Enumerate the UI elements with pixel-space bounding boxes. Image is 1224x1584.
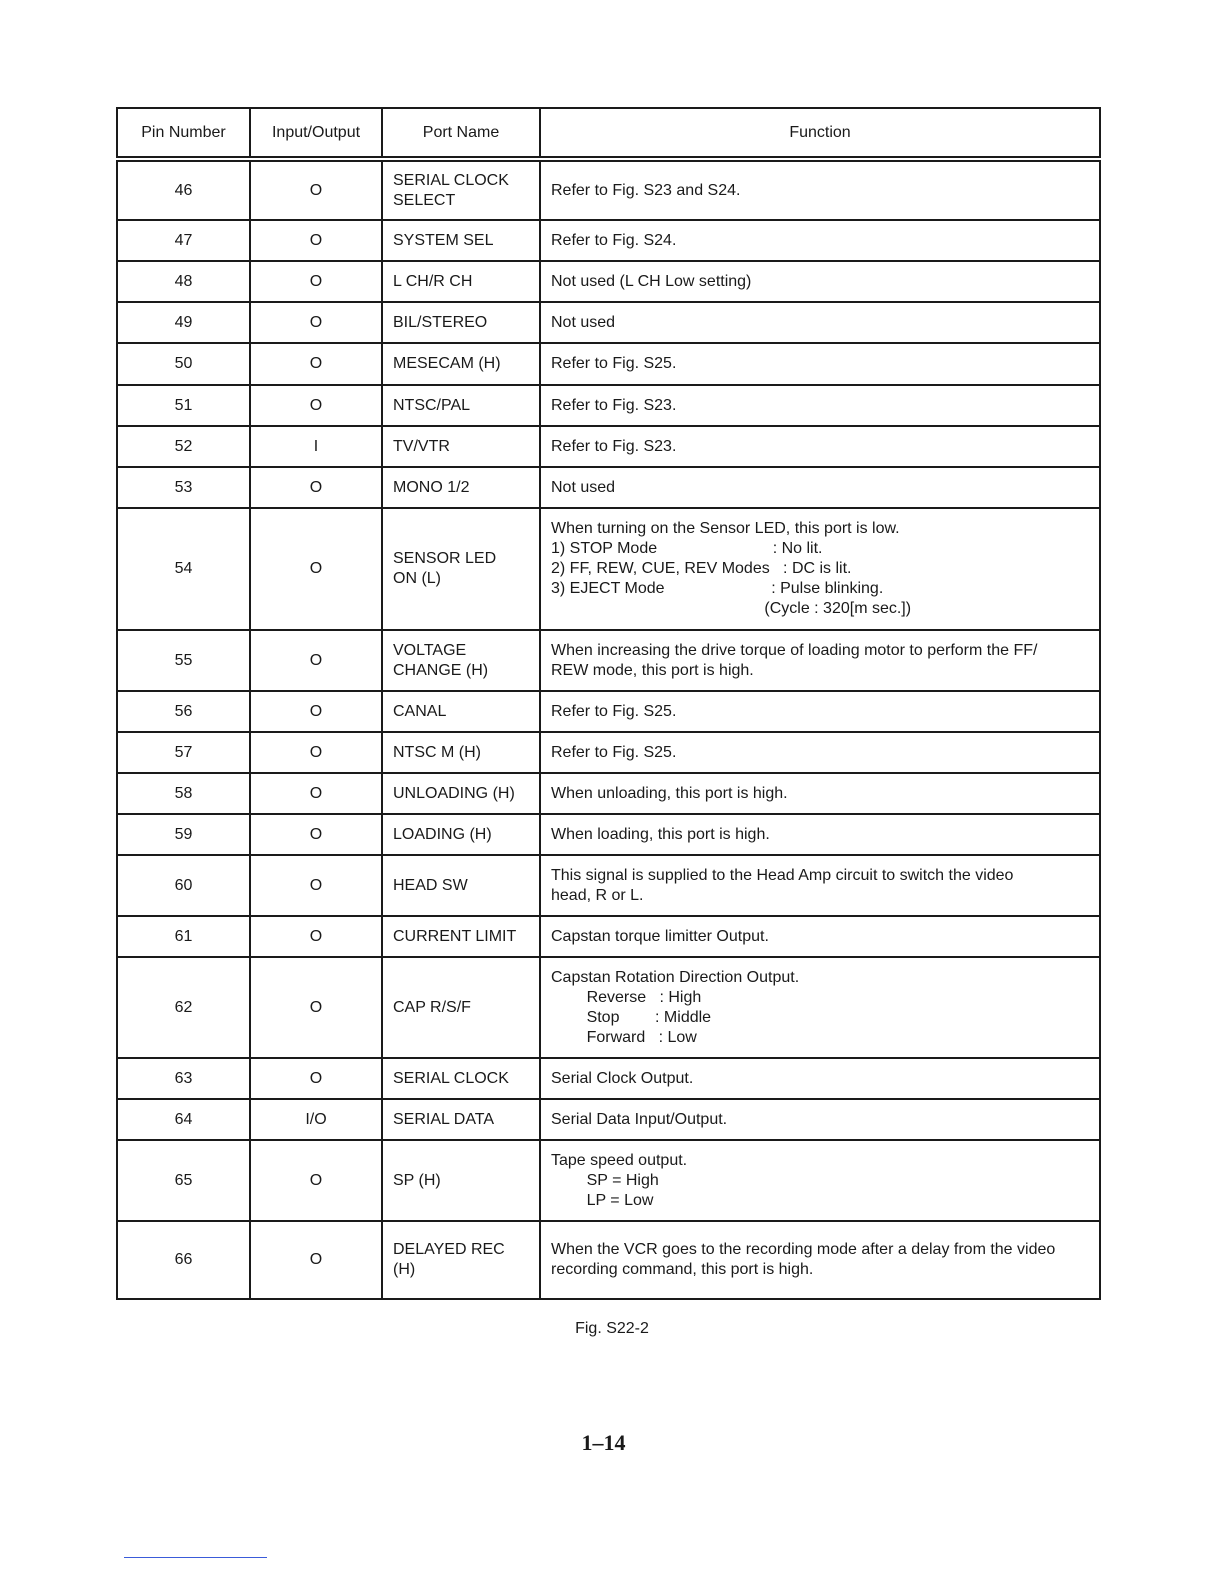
port-name-cell: SYSTEM SEL — [382, 220, 540, 261]
pin-number-cell: 48 — [117, 261, 250, 302]
function-cell: Capstan Rotation Direction Output. Reverse : High Stop : Middle Forward : Low — [540, 957, 1100, 1058]
input-output-cell: O — [250, 385, 382, 426]
pin-number-cell: 54 — [117, 508, 250, 630]
table-row — [117, 855, 1100, 916]
port-name-cell: SERIAL CLOCK — [382, 1058, 540, 1099]
input-output-cell: O — [250, 855, 382, 916]
function-cell: Not used (L CH Low setting) — [540, 261, 1100, 302]
function-cell: Not used — [540, 467, 1100, 508]
pin-number-cell: 63 — [117, 1058, 250, 1099]
pin-number-cell: 61 — [117, 916, 250, 957]
pin-number-cell: 64 — [117, 1099, 250, 1140]
function-cell: Serial Clock Output. — [540, 1058, 1100, 1099]
function-cell: Tape speed output. SP = High LP = Low — [540, 1140, 1100, 1221]
table-row — [117, 773, 1100, 814]
table-row — [117, 732, 1100, 773]
table-row — [117, 1099, 1100, 1140]
table-row — [117, 220, 1100, 261]
pin-number-cell: 52 — [117, 426, 250, 467]
function-cell: Serial Data Input/Output. — [540, 1099, 1100, 1140]
table-row — [117, 467, 1100, 508]
pin-number-cell: 51 — [117, 385, 250, 426]
table-row — [117, 814, 1100, 855]
port-name-cell: SERIAL DATA — [382, 1099, 540, 1140]
input-output-cell: O — [250, 159, 382, 220]
pin-number-cell: 55 — [117, 630, 250, 691]
table-row — [117, 385, 1100, 426]
table-row — [117, 261, 1100, 302]
function-cell: Refer to Fig. S23. — [540, 426, 1100, 467]
table-row — [117, 426, 1100, 467]
pin-number-cell: 53 — [117, 467, 250, 508]
input-output-cell: O — [250, 302, 382, 343]
pin-number-cell: 58 — [117, 773, 250, 814]
function-cell: Refer to Fig. S23 and S24. — [540, 159, 1100, 220]
pin-function-table — [116, 107, 1101, 1300]
input-output-cell: O — [250, 261, 382, 302]
pin-number-cell: 60 — [117, 855, 250, 916]
input-output-cell: O — [250, 1058, 382, 1099]
table-header-row — [117, 108, 1100, 159]
port-name-cell: SP (H) — [382, 1140, 540, 1221]
function-cell: Refer to Fig. S24. — [540, 220, 1100, 261]
header-input-output: Input/Output — [250, 108, 382, 159]
input-output-cell: I — [250, 426, 382, 467]
port-name-cell: HEAD SW — [382, 855, 540, 916]
header-pin-number: Pin Number — [117, 108, 250, 159]
port-name-cell: CURRENT LIMIT — [382, 916, 540, 957]
function-cell: When turning on the Sensor LED, this port is low. 1) STOP Mode : No lit. 2) FF, REW, CUE, REV Modes : DC is lit. 3) EJECT Mode : Pulse blinking. (Cycle : 320[m sec.]) — [540, 508, 1100, 630]
figure-caption: Fig. S22-2 — [575, 1320, 649, 1337]
function-cell: When loading, this port is high. — [540, 814, 1100, 855]
port-name-cell: MESECAM (H) — [382, 343, 540, 385]
table-row — [117, 343, 1100, 385]
table-row — [117, 916, 1100, 957]
port-name-cell: CAP R/S/F — [382, 957, 540, 1058]
function-cell: When increasing the drive torque of loading motor to perform the FF/ REW mode, this port is high. — [540, 630, 1100, 691]
port-name-cell: NTSC M (H) — [382, 732, 540, 773]
pin-number-cell: 62 — [117, 957, 250, 1058]
table-row — [117, 691, 1100, 732]
table-row — [117, 508, 1100, 630]
pin-number-cell: 59 — [117, 814, 250, 855]
function-cell: Refer to Fig. S23. — [540, 385, 1100, 426]
port-name-cell: CANAL — [382, 691, 540, 732]
scan-edge-line — [124, 1557, 267, 1558]
port-name-cell: BIL/STEREO — [382, 302, 540, 343]
input-output-cell: O — [250, 916, 382, 957]
header-function: Function — [540, 108, 1100, 159]
input-output-cell: O — [250, 732, 382, 773]
input-output-cell: O — [250, 814, 382, 855]
port-name-cell: UNLOADING (H) — [382, 773, 540, 814]
function-cell: Refer to Fig. S25. — [540, 343, 1100, 385]
port-name-cell: NTSC/PAL — [382, 385, 540, 426]
table-row — [117, 630, 1100, 691]
pin-number-cell: 66 — [117, 1221, 250, 1299]
input-output-cell: O — [250, 630, 382, 691]
pin-number-cell: 65 — [117, 1140, 250, 1221]
table-row — [117, 302, 1100, 343]
input-output-cell: O — [250, 957, 382, 1058]
port-name-cell: LOADING (H) — [382, 814, 540, 855]
function-cell: When the VCR goes to the recording mode after a delay from the video recording command, this port is high. — [540, 1221, 1100, 1299]
input-output-cell: O — [250, 508, 382, 630]
port-name-cell: DELAYED REC (H) — [382, 1221, 540, 1299]
table-row — [117, 957, 1100, 1058]
function-cell: When unloading, this port is high. — [540, 773, 1100, 814]
table-row — [117, 1140, 1100, 1221]
port-name-cell: MONO 1/2 — [382, 467, 540, 508]
function-cell: Refer to Fig. S25. — [540, 691, 1100, 732]
input-output-cell: O — [250, 343, 382, 385]
pin-number-cell: 46 — [117, 159, 250, 220]
page-number: 1–14 — [581, 1430, 626, 1455]
table-row — [117, 1058, 1100, 1099]
input-output-cell: O — [250, 1140, 382, 1221]
pin-number-cell: 50 — [117, 343, 250, 385]
pin-number-cell: 49 — [117, 302, 250, 343]
input-output-cell: O — [250, 220, 382, 261]
pin-number-cell: 57 — [117, 732, 250, 773]
port-name-cell: VOLTAGE CHANGE (H) — [382, 630, 540, 691]
pin-number-cell: 47 — [117, 220, 250, 261]
input-output-cell: O — [250, 1221, 382, 1299]
function-cell: This signal is supplied to the Head Amp circuit to switch the video head, R or L. — [540, 855, 1100, 916]
function-cell: Not used — [540, 302, 1100, 343]
input-output-cell: O — [250, 467, 382, 508]
table-row — [117, 1221, 1100, 1299]
port-name-cell: TV/VTR — [382, 426, 540, 467]
pin-number-cell: 56 — [117, 691, 250, 732]
table-body — [117, 159, 1100, 1299]
input-output-cell: O — [250, 691, 382, 732]
function-cell: Capstan torque limitter Output. — [540, 916, 1100, 957]
port-name-cell: SENSOR LED ON (L) — [382, 508, 540, 630]
header-port-name: Port Name — [382, 108, 540, 159]
port-name-cell: L CH/R CH — [382, 261, 540, 302]
table-row — [117, 159, 1100, 220]
port-name-cell: SERIAL CLOCK SELECT — [382, 159, 540, 220]
function-cell: Refer to Fig. S25. — [540, 732, 1100, 773]
input-output-cell: O — [250, 773, 382, 814]
input-output-cell: I/O — [250, 1099, 382, 1140]
